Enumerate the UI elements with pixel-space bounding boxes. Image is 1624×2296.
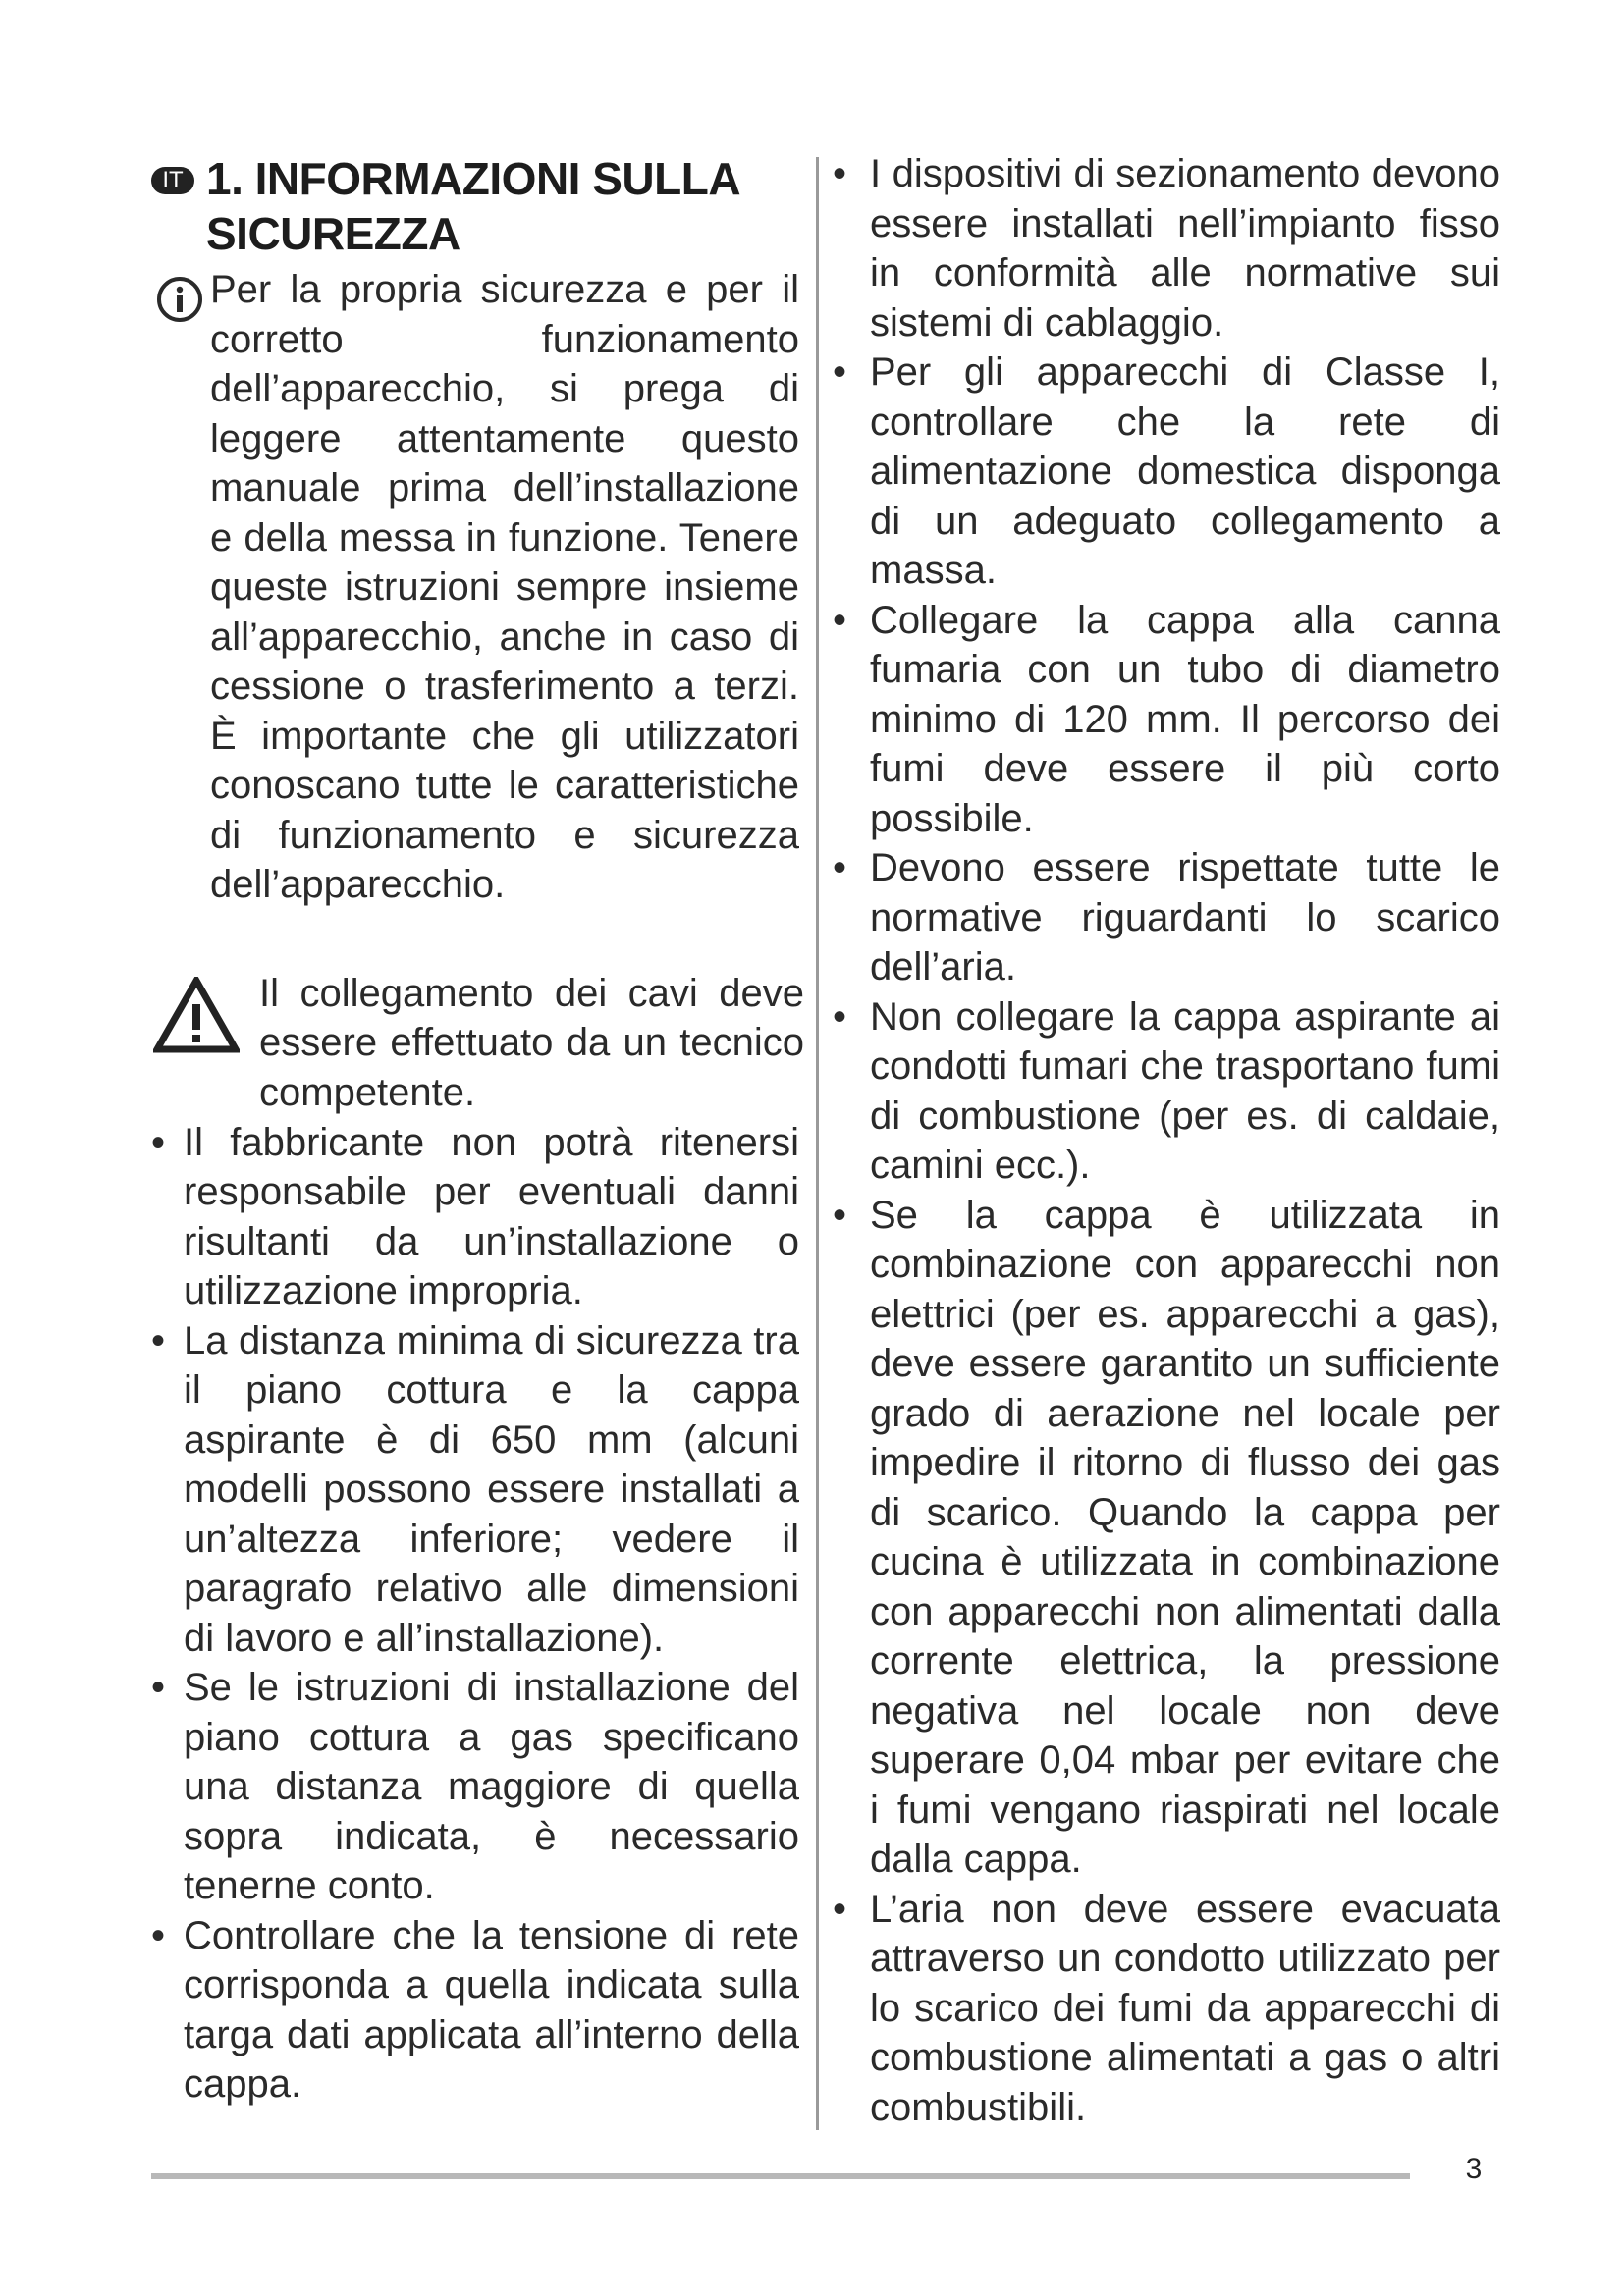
bullet-dot: • [833,994,847,1039]
list-item-text: Non collegare la cappa aspirante ai condotti fumari che trasportano fumi di combustione (per es. di caldaie, camini ecc.). [870,994,1500,1187]
warning-text: Il collegamento dei cavi deve essere effettuato da un tecnico competente. [259,971,804,1114]
bullet-dot: • [151,1318,166,1362]
bullet-dot: • [833,846,847,889]
warning-triangle-icon [153,977,240,1053]
list-item-text: Se le istruzioni di installazione del piano cottura a gas specificano una distanza maggiore di quella sopra indicata, è necessario tenerne conto. [184,1666,799,1907]
warning-block [151,969,804,1118]
left-bullet-list [151,1118,799,2109]
list-item-text: Per gli apparecchi di Classe I, controllare che la rete di alimentazione domestica disponga di un adeguato collegamento a massa. [870,350,1500,592]
footer-rule [151,2173,1410,2179]
section-title: 1. INFORMAZIONI SULLA SICUREZZA [206,153,739,259]
list-item-text: Se la cappa è utilizzata in combinazione con apparecchi non elettrici (per es. apparecchi a gas), deve essere garantito un sufficiente grado di aerazione nel locale per impedire il ritorno di flusso dei gas di scarico. Quando la cappa per cucina è utilizzata in combinazione con apparecchi non alimentati dalla corrente elettrica, la pressione negativa nel locale non deve superare 0,04 mbar per evitare che i fumi vengano riaspirati nel locale dalla cappa. [870,1193,1500,1881]
list-item [833,596,1500,844]
list-item [151,1316,799,1664]
right-bullet-list [833,149,1500,2132]
list-item-text: La distanza minima di sicurezza tra il piano cottura e la cappa aspirante è di 650 mm (alcuni modelli possono essere installati a un’altezza inferiore; vedere il paragrafo relativo alle dimensioni di lavoro e all’installazione). [184,1318,799,1660]
bullet-dot: • [833,1887,847,1931]
list-item-text: I dispositivi di sezionamento devono essere installati nell’impianto fisso in conformità alle normative sui sistemi di cablaggio. [870,152,1500,345]
info-icon [155,275,204,324]
bullet-dot: • [833,598,847,642]
bullet-dot: • [151,1913,166,1957]
right-column [833,149,1500,2132]
bullet-dot: • [151,1120,166,1164]
list-item-text: L’aria non deve essere evacuata attraverso un condotto utilizzato per lo scarico dei fumi da apparecchi di combustione alimentati a gas o altri combustibili. [870,1887,1500,2129]
section-header [151,149,799,265]
list-item [833,149,1500,347]
list-item [151,1911,799,2109]
list-item [151,1663,799,1911]
intro-paragraph [151,265,799,910]
list-item-text: Il fabbricante non potrà ritenersi responsabile per eventuali danni risultanti da un’installazione o utilizzazione impropria. [184,1120,799,1312]
bullet-dot: • [833,152,847,195]
list-item [833,1885,1500,2133]
list-item [833,347,1500,596]
bullet-dot: • [151,1666,166,1709]
list-item-text: Devono essere rispettate tutte le normative riguardanti lo scarico dell’aria. [870,846,1500,988]
language-badge: IT [151,167,194,194]
list-item [833,992,1500,1191]
list-item-text: Collegare la cappa alla canna fumaria con un tubo di diametro minimo di 120 mm. Il percorso dei fumi deve essere il più corto possibile. [870,598,1500,840]
column-divider [816,157,819,2130]
list-item [151,1118,799,1316]
page-number: 3 [1465,2153,1483,2185]
left-column [151,149,804,2109]
bullet-dot: • [833,350,847,394]
list-item [833,1191,1500,1885]
list-item-text: Controllare che la tensione di rete corrisponda a quella indicata sulla targa dati applicata all’interno della cappa. [184,1913,799,2106]
list-item [833,843,1500,992]
bullet-dot: • [833,1193,847,1237]
intro-text: Per la propria sicurezza e per il corretto funzionamento dell’apparecchio, si prega di leggere attentamente questo manuale prima dell’installazione e della messa in funzione. Tenere queste istruzioni sempre insieme all’apparecchio, anche in caso di cessione o trasferimento a terzi. È importante che gli utilizzatori conoscano tutte le caratteristiche di funzionamento e sicurezza dell’apparecchio. [210,268,799,906]
